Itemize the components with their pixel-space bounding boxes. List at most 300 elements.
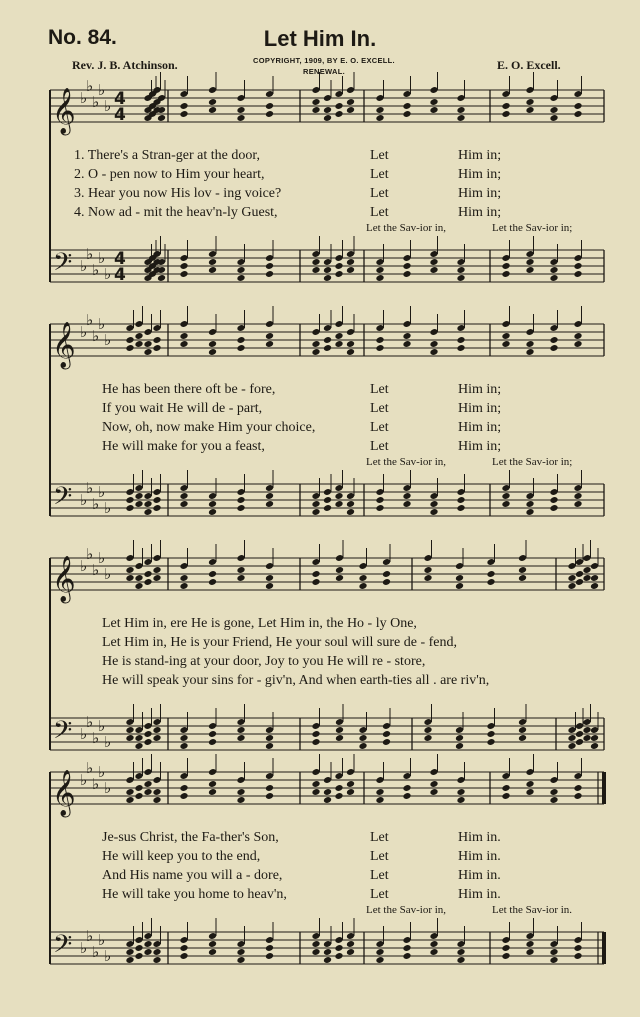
flat-sign-icon: ♭ <box>80 725 88 743</box>
note-head <box>455 734 464 742</box>
flat-sign-icon: ♭ <box>104 331 112 349</box>
note-head <box>573 110 582 118</box>
note-head <box>358 582 367 590</box>
note-head <box>236 266 245 274</box>
note-head <box>334 102 343 110</box>
lyric-text: Je-sus Christ, the Fa-ther's Son, <box>102 830 279 845</box>
staff-graphics <box>0 754 640 984</box>
note-head <box>323 496 332 504</box>
note-head <box>134 500 143 508</box>
note-head <box>518 734 527 742</box>
note-head <box>549 948 558 956</box>
note-head <box>375 106 384 114</box>
staff-graphics <box>0 306 640 536</box>
lyric-text: Him in; <box>458 167 502 182</box>
note-head <box>573 332 582 340</box>
lyric-text: 4. Now ad - mit the heav'n-ly Guest, <box>74 205 278 220</box>
flat-sign-icon: ♭ <box>104 265 112 283</box>
lyric-text: If you wait He will de - part, <box>102 401 263 416</box>
note-head <box>265 270 274 278</box>
flat-sign-icon: ♭ <box>98 717 106 735</box>
lyric-text: Let <box>370 148 389 163</box>
note-head <box>382 730 391 738</box>
note-head <box>375 788 384 796</box>
note-head <box>429 500 438 508</box>
note-head <box>456 266 465 274</box>
note-head <box>152 496 161 504</box>
note-head <box>375 796 384 804</box>
note-head <box>152 796 161 804</box>
note-head <box>423 574 432 582</box>
flat-sign-icon: ♭ <box>92 327 100 345</box>
note-head <box>525 348 534 356</box>
bass-clef-icon: 𝄢 <box>53 248 73 283</box>
note-head <box>423 726 432 734</box>
note-head <box>236 566 245 574</box>
lyric-text: Him in; <box>458 148 502 163</box>
echo-cue-text: Let the Sav-ior in. <box>492 904 573 916</box>
flat-sign-icon: ♭ <box>104 779 112 797</box>
note-head <box>456 274 465 282</box>
note-head <box>208 98 217 106</box>
flat-sign-icon: ♭ <box>86 311 94 329</box>
note-head <box>143 508 152 516</box>
note-head <box>208 266 217 274</box>
note-head <box>455 574 464 582</box>
note-head <box>125 734 134 742</box>
note-head <box>549 114 558 122</box>
note-head <box>125 796 134 804</box>
note-head <box>486 570 495 578</box>
note-head <box>236 106 245 114</box>
note-head <box>134 574 143 582</box>
note-head <box>549 344 558 352</box>
flat-sign-icon: ♭ <box>86 759 94 777</box>
note-head <box>323 788 332 796</box>
lyric-text: Him in; <box>458 420 502 435</box>
note-head <box>525 500 534 508</box>
time-signature: 4 <box>114 89 126 109</box>
note-head <box>549 266 558 274</box>
note-head <box>125 948 134 956</box>
note-head <box>590 734 599 742</box>
note-head <box>179 110 188 118</box>
note-head <box>334 784 343 792</box>
lyric-text: Let <box>370 439 389 454</box>
note-head <box>429 508 438 516</box>
note-head <box>236 574 245 582</box>
lyric-text: 3. Hear you now His lov - ing voice? <box>74 186 282 201</box>
flat-sign-icon: ♭ <box>92 729 100 747</box>
flat-sign-icon: ♭ <box>104 97 112 115</box>
note-head <box>208 578 217 586</box>
lyric-text: Him in; <box>458 439 502 454</box>
note-head <box>429 788 438 796</box>
lyric-text: Him in; <box>458 205 502 220</box>
note-head <box>456 336 465 344</box>
note-head <box>573 792 582 800</box>
note-head <box>549 496 558 504</box>
lyric-text: Let <box>370 382 389 397</box>
music-system <box>0 306 640 536</box>
bass-clef-icon: 𝄢 <box>53 716 73 751</box>
flat-sign-icon: ♭ <box>80 89 88 107</box>
note-head <box>335 566 344 574</box>
note-head <box>549 274 558 282</box>
note-head <box>346 266 355 274</box>
note-head <box>311 266 320 274</box>
lyric-text: Him in. <box>458 887 501 902</box>
note-head <box>567 734 576 742</box>
note-head <box>125 496 134 504</box>
lyric-text: Let <box>370 167 389 182</box>
note-head <box>346 500 355 508</box>
lyric-text: Let <box>370 420 389 435</box>
lyric-text: Him in. <box>458 830 501 845</box>
note-head <box>236 788 245 796</box>
note-head <box>125 956 134 964</box>
note-head <box>501 332 510 340</box>
note-head <box>525 106 534 114</box>
note-head <box>549 106 558 114</box>
note-head <box>152 734 161 742</box>
note-head <box>134 332 143 340</box>
flat-sign-icon: ♭ <box>92 561 100 579</box>
note-head <box>152 336 161 344</box>
lyric-text: Him in. <box>458 849 501 864</box>
lyric-text: He will keep you to the end, <box>102 849 261 864</box>
note-head <box>429 106 438 114</box>
lyric-text: Let <box>370 868 389 883</box>
note-head <box>143 578 152 586</box>
flat-sign-icon: ♭ <box>98 81 106 99</box>
note-head <box>567 574 576 582</box>
hymn-title: Let Him In. <box>263 26 377 51</box>
lyric-text: He will take you home to heav'n, <box>102 887 287 902</box>
treble-clef-icon: 𝄞 <box>52 322 76 368</box>
note-head <box>311 258 320 266</box>
bass-clef-icon: 𝄢 <box>53 482 73 517</box>
note-head <box>143 940 152 948</box>
note-head <box>335 574 344 582</box>
note-head <box>143 948 152 956</box>
note-head <box>525 508 534 516</box>
note-head <box>179 340 188 348</box>
note-head <box>265 102 274 110</box>
flat-sign-icon: ♭ <box>98 249 106 267</box>
note-head <box>346 106 355 114</box>
note-head <box>311 340 320 348</box>
note-head <box>456 948 465 956</box>
note-head <box>323 956 332 964</box>
lyricist-credit: Rev. J. B. Atchinson. <box>72 58 178 72</box>
flat-sign-icon: ♭ <box>80 257 88 275</box>
note-head <box>179 492 188 500</box>
note-head <box>134 340 143 348</box>
note-head <box>179 582 188 590</box>
note-head <box>323 274 332 282</box>
note-head <box>590 582 599 590</box>
note-head <box>335 726 344 734</box>
note-head <box>157 274 166 282</box>
note-head <box>208 348 217 356</box>
note-head <box>358 742 367 750</box>
note-head <box>311 780 320 788</box>
lyric-text: He will make for you a feast, <box>102 439 265 454</box>
lyric-text: Let <box>370 830 389 845</box>
note-head <box>429 948 438 956</box>
flat-sign-icon: ♭ <box>98 315 106 333</box>
note-head <box>382 578 391 586</box>
note-head <box>501 792 510 800</box>
note-head <box>456 114 465 122</box>
note-head <box>323 344 332 352</box>
echo-cue-text: Let the Sav-ior in; <box>492 456 573 468</box>
note-head <box>429 98 438 106</box>
note-head <box>575 578 584 586</box>
note-head <box>134 492 143 500</box>
note-head <box>402 262 411 270</box>
note-head <box>334 340 343 348</box>
note-head <box>575 738 584 746</box>
note-head <box>143 500 152 508</box>
note-head <box>573 270 582 278</box>
note-head <box>311 738 320 746</box>
note-head <box>501 110 510 118</box>
note-head <box>311 940 320 948</box>
note-head <box>429 940 438 948</box>
echo-cue-text: Let the Sav-ior in, <box>366 456 447 468</box>
note-head <box>525 780 534 788</box>
note-head <box>134 792 143 800</box>
note-head <box>323 504 332 512</box>
note-head <box>501 270 510 278</box>
note-head <box>265 262 274 270</box>
note-head <box>208 788 217 796</box>
note-head <box>179 270 188 278</box>
note-head <box>236 734 245 742</box>
note-head <box>375 274 384 282</box>
note-head <box>152 504 161 512</box>
lyric-text: Let <box>370 186 389 201</box>
note-head <box>125 504 134 512</box>
note-head <box>334 332 343 340</box>
note-head <box>346 340 355 348</box>
note-head <box>311 788 320 796</box>
flat-sign-icon: ♭ <box>86 545 94 563</box>
note-head <box>323 336 332 344</box>
note-head <box>525 266 534 274</box>
note-head <box>402 500 411 508</box>
lyric-text: 1. There's a Stran-ger at the door, <box>74 148 260 163</box>
note-head <box>179 734 188 742</box>
note-head <box>429 348 438 356</box>
note-head <box>311 508 320 516</box>
note-head <box>125 344 134 352</box>
note-head <box>582 574 591 582</box>
note-head <box>582 566 591 574</box>
note-head <box>179 332 188 340</box>
note-head <box>311 500 320 508</box>
note-head <box>486 730 495 738</box>
note-head <box>455 742 464 750</box>
note-head <box>549 504 558 512</box>
note-head <box>346 508 355 516</box>
note-head <box>236 114 245 122</box>
note-head <box>157 114 166 122</box>
note-head <box>125 726 134 734</box>
note-head <box>208 340 217 348</box>
flat-sign-icon: ♭ <box>92 495 100 513</box>
note-head <box>346 940 355 948</box>
note-head <box>125 574 134 582</box>
note-head <box>208 940 217 948</box>
note-head <box>402 492 411 500</box>
flat-sign-icon: ♭ <box>98 483 106 501</box>
note-head <box>573 102 582 110</box>
note-head <box>402 270 411 278</box>
note-head <box>179 262 188 270</box>
note-head <box>265 110 274 118</box>
note-head <box>573 784 582 792</box>
echo-cue-text: Let the Sav-ior in, <box>366 904 447 916</box>
flat-sign-icon: ♭ <box>86 77 94 95</box>
note-head <box>143 788 152 796</box>
note-head <box>402 340 411 348</box>
flat-sign-icon: ♭ <box>86 713 94 731</box>
note-head <box>429 258 438 266</box>
echo-cue-text: Let the Sav-ior in, <box>366 222 447 234</box>
note-head <box>549 788 558 796</box>
note-head <box>346 780 355 788</box>
note-head <box>375 114 384 122</box>
note-head <box>455 582 464 590</box>
note-head <box>567 582 576 590</box>
treble-clef-icon: 𝄞 <box>52 770 76 816</box>
note-head <box>265 742 274 750</box>
time-signature: 4 <box>114 105 126 125</box>
note-head <box>567 742 576 750</box>
note-head <box>573 952 582 960</box>
hymn-number: No. 84. <box>48 26 117 49</box>
note-head <box>575 730 584 738</box>
note-head <box>456 796 465 804</box>
note-head <box>143 730 152 738</box>
note-head <box>402 102 411 110</box>
note-head <box>573 262 582 270</box>
lyric-text: And His name you will a - dore, <box>102 868 283 883</box>
note-head <box>208 738 217 746</box>
note-head <box>402 944 411 952</box>
note-head <box>265 582 274 590</box>
note-head <box>375 336 384 344</box>
note-head <box>152 788 161 796</box>
note-head <box>501 102 510 110</box>
note-head <box>236 796 245 804</box>
note-head <box>518 574 527 582</box>
note-head <box>179 500 188 508</box>
note-head <box>590 742 599 750</box>
note-head <box>265 340 274 348</box>
flat-sign-icon: ♭ <box>86 245 94 263</box>
note-head <box>265 944 274 952</box>
note-head <box>236 726 245 734</box>
note-head <box>346 948 355 956</box>
lyric-text: Let <box>370 401 389 416</box>
note-head <box>573 340 582 348</box>
flat-sign-icon: ♭ <box>98 763 106 781</box>
note-head <box>265 500 274 508</box>
lyric-text: Him in; <box>458 382 502 397</box>
flat-sign-icon: ♭ <box>104 499 112 517</box>
note-head <box>429 340 438 348</box>
note-head <box>573 500 582 508</box>
flat-sign-icon: ♭ <box>80 557 88 575</box>
note-head <box>456 788 465 796</box>
note-head <box>152 726 161 734</box>
flat-sign-icon: ♭ <box>80 491 88 509</box>
flat-sign-icon: ♭ <box>86 927 94 945</box>
note-head <box>382 738 391 746</box>
note-head <box>334 262 343 270</box>
note-head <box>518 566 527 574</box>
note-head <box>143 340 152 348</box>
note-head <box>152 574 161 582</box>
note-head <box>456 106 465 114</box>
note-head <box>208 948 217 956</box>
lyric-text: He will speak your sins for - giv'n, And when earth-ties all . are riv'n, <box>102 673 490 688</box>
note-head <box>134 952 143 960</box>
note-head <box>334 944 343 952</box>
note-head <box>208 570 217 578</box>
lyric-text: Let Him in, He is your Friend, He your soul will sure de - fend, <box>102 635 457 650</box>
note-head <box>429 266 438 274</box>
note-head <box>346 348 355 356</box>
treble-clef-icon: 𝄞 <box>52 88 76 134</box>
note-head <box>265 952 274 960</box>
note-head <box>486 578 495 586</box>
note-head <box>334 500 343 508</box>
note-head <box>501 492 510 500</box>
time-signature: 4 <box>114 249 126 269</box>
note-head <box>456 504 465 512</box>
note-head <box>423 566 432 574</box>
note-head <box>456 344 465 352</box>
note-head <box>208 730 217 738</box>
note-head <box>179 102 188 110</box>
note-head <box>152 344 161 352</box>
note-head <box>525 788 534 796</box>
note-head <box>501 944 510 952</box>
note-head <box>334 792 343 800</box>
note-head <box>265 792 274 800</box>
note-head <box>501 952 510 960</box>
note-head <box>208 508 217 516</box>
flat-sign-icon: ♭ <box>80 323 88 341</box>
note-head <box>125 336 134 344</box>
note-head <box>358 734 367 742</box>
flat-sign-icon: ♭ <box>92 261 100 279</box>
note-head <box>311 106 320 114</box>
note-head <box>335 734 344 742</box>
flat-sign-icon: ♭ <box>80 939 88 957</box>
note-head <box>323 114 332 122</box>
note-head <box>402 110 411 118</box>
note-head <box>125 566 134 574</box>
lyric-text: He is stand-ing at your door, Joy to you He will re - store, <box>102 654 426 669</box>
note-head <box>179 742 188 750</box>
note-head <box>549 336 558 344</box>
